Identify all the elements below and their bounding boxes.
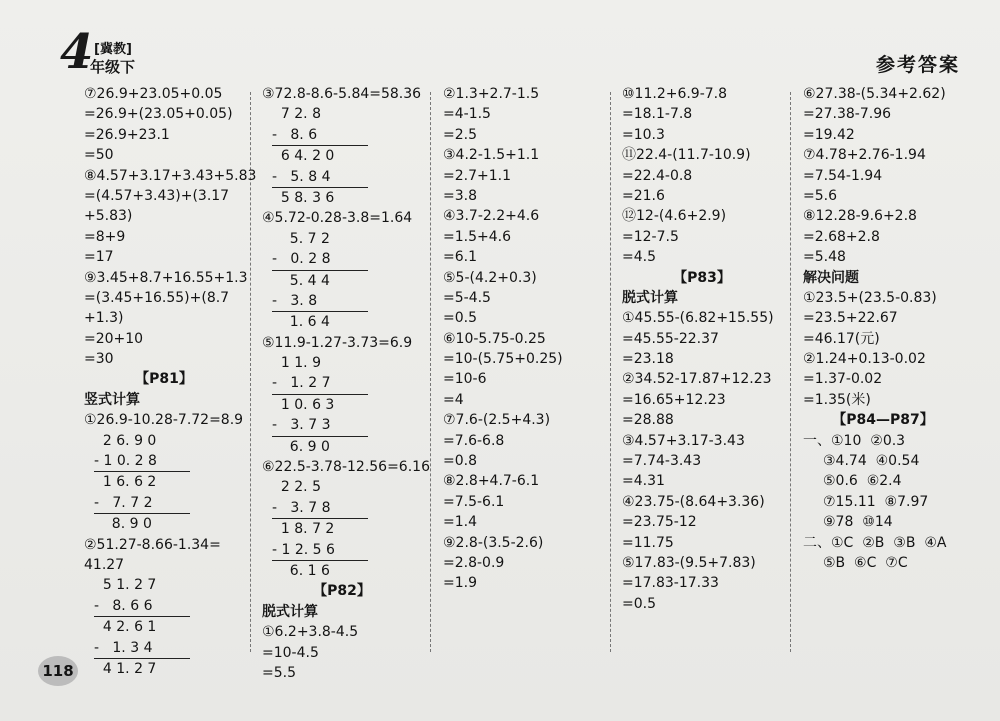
- answer-line: 【P82】: [313, 583, 371, 600]
- answer-line: ②51.27-8.66-1.34=: [84, 536, 221, 553]
- answer-line: +1.3): [84, 310, 124, 327]
- answer-line: =46.17(元): [803, 330, 880, 347]
- answer-line: ⑤5-(4.2+0.3): [443, 269, 537, 286]
- answer-line: 【P84—P87】: [832, 412, 934, 429]
- answer-line: =2.5: [443, 126, 477, 143]
- answer-line: =10-(5.75+0.25): [443, 351, 563, 368]
- answer-line: =4: [443, 391, 464, 408]
- answer-line: =(4.57+3.43)+(3.17: [84, 187, 230, 204]
- answer-line: ③72.8-8.6-5.84=58.36: [262, 86, 422, 102]
- answer-line: =27.38-7.96: [803, 106, 892, 123]
- column-divider: [790, 92, 791, 652]
- answer-line: - 3. 7 3: [272, 415, 368, 436]
- answer-line: =1.37-0.02: [803, 371, 883, 388]
- answer-line: ⑨2.8-(3.5-2.6): [443, 534, 544, 551]
- answer-line: ①26.9-10.28-7.72=8.9: [84, 412, 244, 429]
- answer-line: =23.18: [622, 351, 674, 368]
- answer-line: 1 1. 9: [272, 355, 321, 372]
- answer-line: 5. 4 4: [272, 272, 330, 289]
- answer-line: ⑪22.4-(11.7-10.9): [622, 147, 751, 164]
- answer-line: =0.5: [443, 310, 477, 327]
- answer-line: =10-4.5: [262, 644, 319, 661]
- answer-line: =5.6: [803, 187, 837, 204]
- answer-line: =16.65+12.23: [622, 391, 726, 408]
- answer-line: ⑤11.9-1.27-3.73=6.9: [262, 334, 413, 351]
- answer-line: 41.27: [84, 556, 125, 573]
- answer-line: 6. 1 6: [272, 562, 330, 579]
- answer-line: ①6.2+3.8-4.5: [262, 624, 359, 641]
- answer-line: - 3. 7 8: [272, 498, 368, 519]
- answer-line: ⑤0.6 ⑥2.4: [823, 473, 902, 490]
- answer-line: =45.55-22.37: [622, 330, 719, 347]
- answer-line: =50: [84, 147, 114, 164]
- answer-line: ⑧12.28-9.6+2.8: [803, 208, 917, 225]
- answer-line: =1.5+4.6: [443, 228, 511, 245]
- answer-line: 脱式计算: [262, 603, 318, 620]
- answer-line: ④3.7-2.2+4.6: [443, 208, 540, 225]
- grade-number: 4: [60, 24, 94, 80]
- answer-column: [84, 84, 256, 679]
- answer-line: =1.9: [443, 575, 477, 592]
- answer-line: 一、①10 ②0.3: [803, 432, 906, 449]
- answer-line: ⑫12-(4.6+2.9): [622, 208, 727, 225]
- answer-line: 6 4. 2 0: [272, 148, 335, 165]
- answer-line: 【P81】: [135, 371, 193, 388]
- column-divider: [610, 92, 611, 652]
- answer-column: [803, 84, 963, 573]
- answer-line: - 1. 3 4: [94, 638, 190, 659]
- answer-line: - 5. 8 4: [272, 167, 368, 188]
- answer-line: 【P83】: [673, 269, 731, 286]
- answer-line: 1 6. 6 2: [94, 474, 157, 491]
- answer-line: =5-4.5: [443, 289, 491, 306]
- answer-line: ⑩11.2+6.9-7.8: [622, 86, 728, 102]
- answer-line: 2 6. 9 0: [94, 432, 157, 449]
- answer-line: =3.8: [443, 187, 477, 204]
- answer-line: ⑤B ⑥C ⑦C: [823, 554, 908, 571]
- answer-line: =7.74-3.43: [622, 453, 702, 470]
- answer-line: 二、①C ②B ③B ④A: [803, 534, 947, 551]
- answer-line: - 1 2. 5 6: [272, 540, 368, 561]
- answer-line: 1 8. 7 2: [272, 521, 335, 538]
- answer-line: ⑧2.8+4.7-6.1: [443, 473, 540, 490]
- answer-column: [262, 84, 430, 683]
- answer-line: ④23.75-(8.64+3.36): [622, 493, 765, 510]
- answer-line: ②1.24+0.13-0.02: [803, 351, 926, 368]
- answer-column: [443, 84, 563, 594]
- answer-line: =22.4-0.8: [622, 167, 693, 184]
- answer-line: 5 1. 2 7: [94, 577, 157, 594]
- answer-line: =4.5: [622, 249, 656, 266]
- answer-line: =11.75: [622, 534, 674, 551]
- answer-line: - 1. 2 7: [272, 373, 368, 394]
- answer-line: =19.42: [803, 126, 855, 143]
- answer-line: =17.83-17.33: [622, 575, 719, 592]
- page-title: 参考答案: [875, 54, 960, 76]
- answer-line: 脱式计算: [622, 289, 678, 306]
- answer-line: =8+9: [84, 228, 126, 245]
- answer-line: 竖式计算: [84, 391, 140, 408]
- answer-line: ⑧4.57+3.17+3.43+5.83: [84, 167, 257, 184]
- answer-line: =7.5-6.1: [443, 493, 505, 510]
- answer-line: ③4.57+3.17-3.43: [622, 432, 745, 449]
- answer-line: 8. 9 0: [94, 516, 152, 533]
- answer-line: 4 2. 6 1: [94, 619, 157, 636]
- answer-line: =(3.45+16.55)+(8.7: [84, 289, 230, 306]
- answer-line: =23.75-12: [622, 514, 697, 531]
- answer-line: - 7. 7 2: [94, 493, 190, 514]
- answer-line: 1 0. 6 3: [272, 396, 335, 413]
- answer-line: 5. 7 2: [272, 230, 330, 247]
- answer-line: =18.1-7.8: [622, 106, 693, 123]
- answer-line: =6.1: [443, 249, 477, 266]
- answer-line: =10.3: [622, 126, 665, 143]
- answer-line: ⑦7.6-(2.5+4.3): [443, 412, 551, 429]
- page-number: 118: [38, 656, 78, 686]
- answer-line: =28.88: [622, 412, 674, 429]
- answer-line: ⑨3.45+8.7+16.55+1.3: [84, 269, 248, 286]
- answer-line: =0.8: [443, 453, 477, 470]
- answer-line: 7 2. 8: [272, 106, 321, 123]
- answer-line: =5.5: [262, 664, 296, 681]
- answer-line: =1.35(米): [803, 391, 871, 408]
- answer-line: =26.9+(23.05+0.05): [84, 106, 233, 123]
- answer-line: =12-7.5: [622, 228, 679, 245]
- answer-line: ④5.72-0.28-3.8=1.64: [262, 210, 413, 227]
- answer-line: =1.4: [443, 514, 477, 531]
- grade-label: 年级下: [90, 58, 136, 76]
- answer-line: ③4.74 ④0.54: [823, 453, 920, 470]
- answer-line: - 8. 6 6: [94, 596, 190, 617]
- answer-line: 5 8. 3 6: [272, 189, 335, 206]
- answer-line: ⑦26.9+23.05+0.05: [84, 86, 223, 102]
- answer-line: ②34.52-17.87+12.23: [622, 371, 772, 388]
- answer-line: ⑨78 ⑩14: [823, 514, 893, 531]
- answer-line: =26.9+23.1: [84, 126, 170, 143]
- answer-line: - 0. 2 8: [272, 249, 368, 270]
- answer-line: ⑥10-5.75-0.25: [443, 330, 546, 347]
- answer-line: ①45.55-(6.82+15.55): [622, 310, 774, 327]
- answer-line: =7.6-6.8: [443, 432, 505, 449]
- answer-line: - 8. 6: [272, 125, 368, 146]
- answer-line: 1. 6 4: [272, 314, 330, 331]
- answer-line: =17: [84, 249, 114, 266]
- answer-line: =4.31: [622, 473, 665, 490]
- answer-line: =2.7+1.1: [443, 167, 511, 184]
- answer-line: ⑦15.11 ⑧7.97: [823, 493, 929, 510]
- column-divider: [430, 92, 431, 652]
- answer-line: =4-1.5: [443, 106, 491, 123]
- answer-line: 解决问题: [803, 269, 859, 286]
- answer-line: ③4.2-1.5+1.1: [443, 147, 540, 164]
- answer-line: 2 2. 5: [272, 479, 321, 496]
- answer-line: 4 1. 2 7: [94, 660, 157, 677]
- answer-line: =30: [84, 351, 114, 368]
- answer-line: ②1.3+2.7-1.5: [443, 86, 540, 102]
- answer-line: +5.83): [84, 208, 133, 225]
- answer-line: =20+10: [84, 330, 144, 347]
- answer-line: - 1 0. 2 8: [94, 451, 190, 472]
- answer-line: ⑦4.78+2.76-1.94: [803, 147, 926, 164]
- answer-line: =7.54-1.94: [803, 167, 883, 184]
- answer-line: ⑥22.5-3.78-12.56=6.16: [262, 459, 430, 476]
- edition-tag: [冀教]: [94, 42, 132, 57]
- answer-line: =2.8-0.9: [443, 554, 505, 571]
- answer-line: - 3. 8: [272, 291, 368, 312]
- answer-line: =23.5+22.67: [803, 310, 898, 327]
- answer-line: =0.5: [622, 595, 656, 612]
- answer-line: ⑤17.83-(9.5+7.83): [622, 554, 756, 571]
- answer-line: ⑥27.38-(5.34+2.62): [803, 86, 946, 102]
- answer-line: =2.68+2.8: [803, 228, 880, 245]
- answer-column: [622, 84, 782, 614]
- answer-line: ①23.5+(23.5-0.83): [803, 289, 937, 306]
- answer-line: =21.6: [622, 187, 665, 204]
- answer-line: 6. 9 0: [272, 438, 330, 455]
- book-logo: [60, 24, 170, 82]
- answer-line: =10-6: [443, 371, 487, 388]
- answer-line: =5.48: [803, 249, 846, 266]
